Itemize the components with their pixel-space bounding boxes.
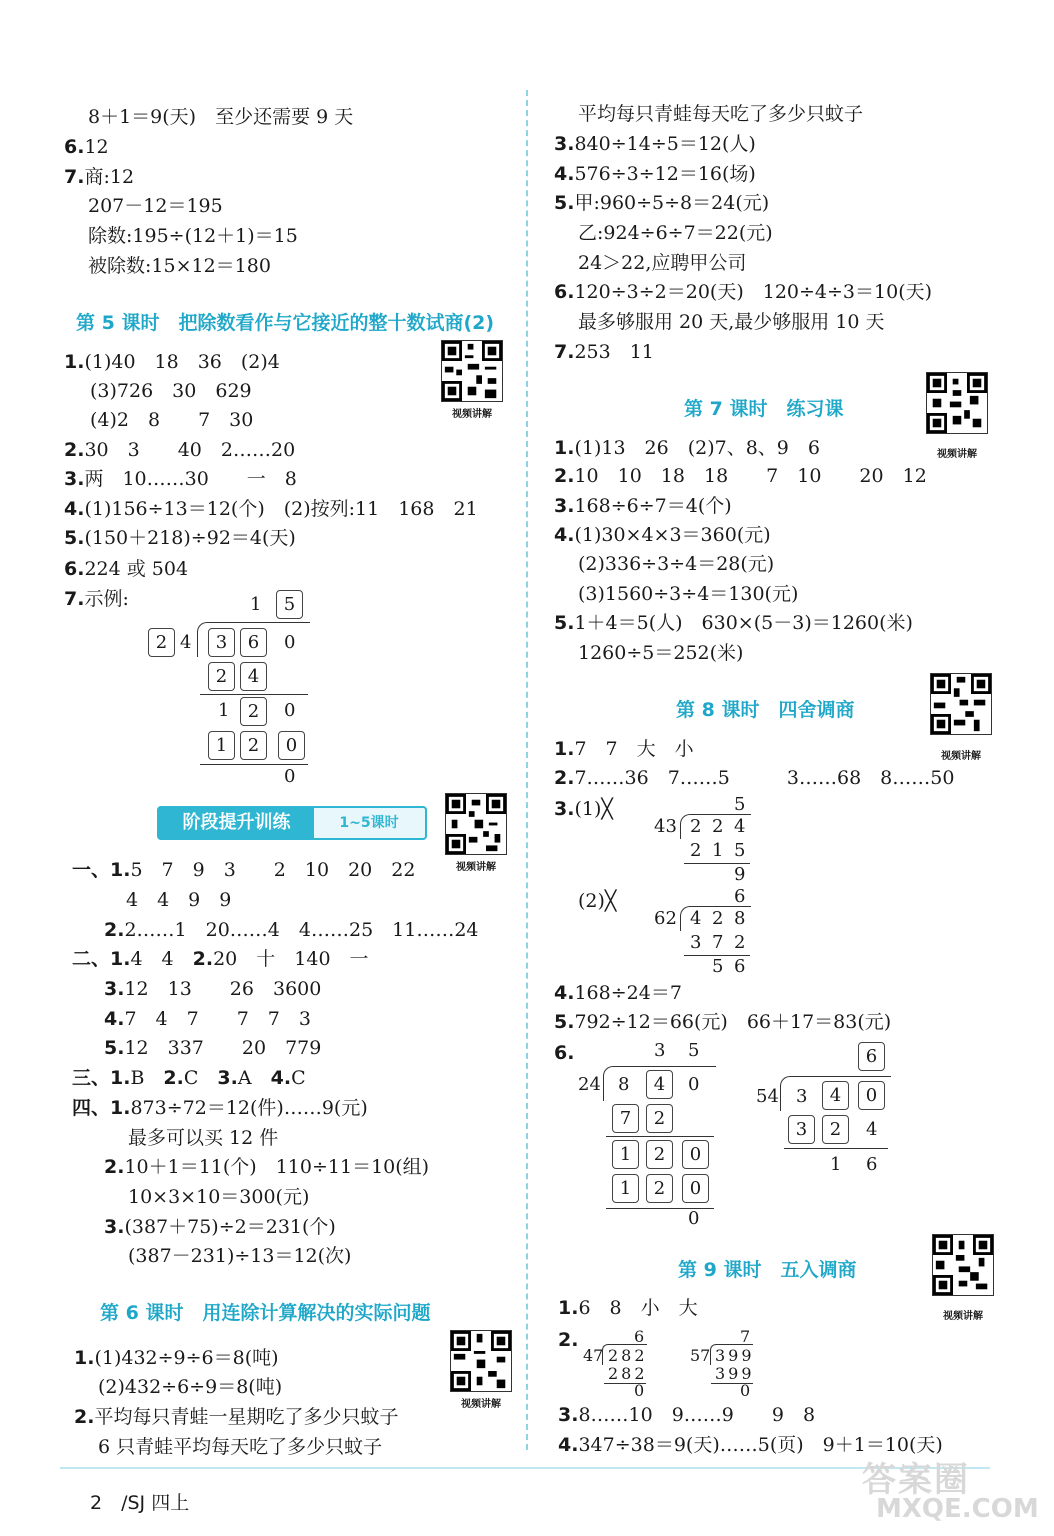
answer-text: 8……10 9……9 9 8: [578, 1404, 816, 1426]
product-digit: 7: [712, 932, 724, 953]
answer-text: 20 十 140 一: [213, 948, 369, 970]
item-number: 3.: [104, 978, 125, 1000]
answer-line: [64, 349, 280, 375]
item-number: 4.: [554, 163, 575, 185]
answer-line: [72, 1095, 368, 1121]
quotient-digit: 6: [734, 886, 746, 907]
remainder-digit: 9: [734, 864, 746, 885]
answer-text: 224 或 504: [84, 558, 189, 580]
product-digit: 2: [690, 840, 702, 861]
answer-text: (1)30×4×3＝360(元): [574, 524, 771, 546]
answer-text: 示例:: [84, 588, 129, 610]
item-number: 三、1.: [72, 1067, 131, 1089]
quotient-digit: 3: [654, 1040, 666, 1061]
banner-title: 阶段提升训练: [159, 808, 314, 838]
stage-training-banner: [157, 806, 427, 840]
dividend-digit: 2: [712, 816, 724, 837]
text-line: 最多可以买 12 件: [128, 1127, 279, 1149]
section-title-lesson-6: 第 6 课时 用连除计算解决的实际问题: [100, 1302, 431, 1324]
item-number: 3.: [217, 1067, 238, 1089]
text-line: (2)336÷3÷4＝28(元): [578, 553, 775, 575]
product-digit: 3: [690, 932, 702, 953]
item-number: 4.: [554, 982, 575, 1004]
item-number: 6.: [554, 281, 575, 303]
remainder-digit: 1: [830, 1154, 842, 1175]
item-number: 2.: [74, 1406, 95, 1428]
text-line: 除数:195÷(12＋1)＝15: [88, 225, 298, 247]
item-number: 1.: [558, 1297, 579, 1319]
digit-box: 6: [240, 628, 267, 657]
answer-text: 两 10……30 一 8: [84, 468, 297, 490]
answer-line: [554, 131, 756, 157]
divisor-digit: 4: [180, 632, 192, 653]
text-line: 8＋1＝9(天) 至少还需要 9 天: [88, 106, 354, 128]
item-number: 四、1.: [72, 1097, 131, 1119]
text-line: 最多够服用 20 天,最少够服用 10 天: [578, 311, 885, 333]
answer-text: (387＋75)÷2＝231(个): [124, 1216, 336, 1238]
answer-line: [64, 466, 297, 492]
answer-line: [104, 917, 479, 943]
item-number: 2.: [558, 1329, 579, 1351]
item-number: 2.: [104, 1156, 125, 1178]
product-digit: 4: [866, 1119, 878, 1140]
answer-text: 10 10 18 18 7 10 20 12: [574, 465, 927, 487]
item-number: 一、1.: [72, 859, 131, 881]
digit-box: 1: [612, 1174, 639, 1203]
column-divider: [526, 90, 528, 1450]
qr-label: 视频讲解: [452, 409, 492, 420]
qr-code-icon[interactable]: [930, 673, 992, 735]
rule-line: [200, 764, 308, 765]
answer-text: (1)╳: [574, 798, 613, 820]
divisor-digit: 54: [756, 1086, 779, 1107]
answer-line: [104, 1006, 311, 1032]
remainder-digit: 6: [866, 1154, 878, 1175]
answer-text: 576÷3÷12＝16(场): [574, 163, 756, 185]
answer-line: [104, 1035, 321, 1061]
answer-text: (1)40 18 36 (2)4: [84, 351, 280, 373]
quotient-digit: 6: [634, 1327, 645, 1346]
answer-line: [554, 765, 954, 791]
item-number: 3.: [554, 495, 575, 517]
answer-text: 12 13 26 3600: [124, 978, 322, 1000]
dividend-digit: 4: [690, 908, 702, 929]
answer-line: [554, 493, 732, 519]
remainder-digit: 0: [740, 1381, 751, 1400]
rule-line: [606, 1136, 714, 1137]
answer-text: 12: [84, 136, 109, 158]
divisor-digit: 57: [690, 1346, 711, 1365]
item-number: 7.: [64, 588, 85, 610]
digit-box: 3: [208, 628, 235, 657]
text-line: 4 4 9 9: [126, 889, 232, 911]
remainder-digit: 1: [218, 700, 230, 721]
text-line: (2)432÷6÷9＝8(吨): [98, 1376, 283, 1398]
digit-box: 0: [278, 731, 305, 760]
answer-line: [554, 980, 682, 1006]
answer-text: (1)156÷13＝12(个) (2)按列:11 168 21: [84, 498, 478, 520]
dividend-digit: 8: [734, 908, 746, 929]
dividend-digit: 4: [734, 816, 746, 837]
digit-box: 4: [822, 1081, 849, 1110]
footer-rule: [60, 1467, 990, 1469]
dividend-digit: 3: [796, 1086, 808, 1107]
answer-line: [554, 1009, 891, 1035]
qr-code-icon[interactable]: [450, 1330, 512, 1392]
text-line: 207－12＝195: [88, 195, 223, 217]
digit-box: 2: [240, 731, 267, 760]
quotient-digit: 5: [734, 794, 746, 815]
text-line: (4)2 8 7 30: [90, 409, 254, 431]
item-number: 1.: [74, 1347, 95, 1369]
answer-text: 7 7 大 小: [574, 738, 694, 760]
answer-line: [554, 161, 756, 187]
answer-text: 7 4 7 7 7 3: [124, 1008, 311, 1030]
item-number: 3.: [64, 468, 85, 490]
digit-box: 3: [788, 1115, 815, 1144]
answer-text: 甲:960÷5÷8＝24(元): [574, 192, 770, 214]
digit-box: 2: [646, 1140, 673, 1169]
banner-range: 1~5课时: [339, 815, 399, 831]
qr-label: 视频讲解: [937, 449, 977, 460]
answer-line: [72, 946, 369, 972]
answer-text: C: [291, 1067, 306, 1089]
product-digits: 282: [608, 1364, 648, 1383]
item-number: 2.: [104, 919, 125, 941]
answer-line: [72, 857, 415, 883]
answer-line: [554, 463, 927, 489]
digit-box: 4: [646, 1070, 673, 1099]
digit-box: 0: [858, 1081, 885, 1110]
dividend-digit: 2: [712, 908, 724, 929]
qr-label: 视频讲解: [461, 1399, 501, 1410]
page-footer: 2 /SJ 四上: [90, 1492, 190, 1514]
answer-line: [554, 1040, 574, 1066]
item-number: 二、1.: [72, 948, 131, 970]
answer-text: 120÷3÷2＝20(天) 120÷4÷3＝10(天): [574, 281, 933, 303]
item-number: 4.: [104, 1008, 125, 1030]
rule-line: [200, 694, 308, 695]
answer-line: [554, 796, 613, 822]
answer-line: [64, 556, 188, 582]
answer-line: [104, 1214, 336, 1240]
text-line: 24＞22,应聘甲公司: [578, 252, 747, 274]
product-digits: 399: [715, 1364, 755, 1383]
answer-text: A: [237, 1067, 271, 1089]
item-number: 2.: [163, 1067, 184, 1089]
section-title-lesson-5: 第 5 课时 把除数看作与它接近的整十数试商(2): [76, 312, 495, 334]
quotient-digit: 7: [740, 1327, 751, 1346]
item-number: 1.: [554, 437, 575, 459]
item-number: 3.: [554, 133, 575, 155]
text-line: (3)1560÷3÷4＝130(元): [578, 583, 799, 605]
qr-label: 视频讲解: [941, 751, 981, 762]
text-line: (387－231)÷13＝12(次): [128, 1245, 352, 1267]
item-number: 6.: [554, 1042, 575, 1064]
answer-line: [554, 610, 913, 636]
item-number: 5.: [64, 527, 85, 549]
answer-text: 168÷24＝7: [574, 982, 682, 1004]
answer-line: [104, 1154, 429, 1180]
answer-line: [554, 435, 820, 461]
item-number: 4.: [64, 498, 85, 520]
answer-text: C: [183, 1067, 218, 1089]
text-line: 10×3×10＝300(元): [128, 1186, 310, 1208]
item-number: 2.: [554, 465, 575, 487]
digit-box: 5: [276, 590, 303, 619]
divisor-digit: 43: [654, 816, 677, 837]
dividend-digit: 0: [284, 632, 296, 653]
item-number: 4.: [270, 1067, 292, 1089]
qr-code-icon[interactable]: [441, 340, 503, 402]
quotient-digit: 5: [688, 1040, 700, 1061]
item-number: 5.: [554, 192, 575, 214]
remainder-digit: 0: [284, 766, 296, 787]
text-line: 1260÷5＝252(米): [578, 642, 744, 664]
answer-text: 6 8 小 大: [578, 1297, 698, 1319]
digit-box: 1: [612, 1140, 639, 1169]
answer-line: [64, 164, 134, 190]
divisor-digit: 62: [654, 908, 677, 929]
item-number: 4.: [558, 1434, 579, 1456]
digit-box: 0: [682, 1174, 709, 1203]
divisor-digit: 47: [583, 1346, 604, 1365]
remainder-digit: 0: [688, 1208, 700, 1229]
answer-text: 4 4: [130, 948, 193, 970]
item-number: 6.: [64, 558, 85, 580]
answer-text: 873÷72＝12(件)……9(元): [130, 1097, 368, 1119]
answer-line: [554, 736, 694, 762]
answer-text: 30 3 40 2……20: [84, 439, 296, 461]
text-line: (3)726 30 629: [90, 380, 252, 402]
item-number: 3.: [558, 1404, 579, 1426]
answer-line: [558, 1402, 815, 1428]
answer-text: 840÷14÷5＝12(人): [574, 133, 756, 155]
item-number: 5.: [554, 612, 575, 634]
digit-box: 7: [612, 1104, 639, 1133]
answer-text: (150＋218)÷92＝4(天): [84, 527, 296, 549]
answer-line: [74, 1404, 398, 1430]
answer-line: [554, 339, 654, 365]
digit-box: 6: [858, 1042, 885, 1071]
digit-box: 0: [682, 1140, 709, 1169]
item-number: 6.: [64, 136, 85, 158]
answer-line: [64, 496, 478, 522]
section-title-lesson-9: 第 9 课时 五入调商: [678, 1259, 857, 1281]
answer-text: 168÷6÷7＝4(个): [574, 495, 732, 517]
remainder-digit: 0: [284, 700, 296, 721]
dividend-digits: 399: [715, 1346, 755, 1365]
remainder-digit: 5: [712, 956, 724, 977]
item-number: 7.: [554, 341, 575, 363]
text-line: (2)╳: [578, 890, 617, 912]
digit-box: 2: [148, 628, 175, 657]
answer-line: [64, 525, 296, 551]
qr-label: 视频讲解: [456, 862, 496, 873]
item-number: 2.: [192, 948, 214, 970]
divisor-digit: 24: [578, 1074, 601, 1095]
qr-code-icon[interactable]: [932, 1234, 994, 1296]
answer-text: 商:12: [84, 166, 135, 188]
item-number: 3.: [554, 798, 575, 820]
item-number: 4.: [554, 524, 575, 546]
answer-text: 平均每只青蛙一星期吃了多少只蚊子: [94, 1406, 399, 1428]
answer-line: [558, 1295, 698, 1321]
digit-box: 4: [240, 662, 267, 691]
answer-text: 347÷38＝9(天)……5(页) 9＋1＝10(天): [578, 1434, 943, 1456]
answer-text: 253 11: [574, 341, 654, 363]
item-number: 2.: [554, 767, 575, 789]
answer-line: [72, 1065, 306, 1091]
digit-box: 2: [646, 1174, 673, 1203]
digit-box: 2: [208, 662, 235, 691]
remainder-digit: 6: [734, 956, 746, 977]
quotient-digit: 1: [250, 594, 262, 615]
digit-box: 1: [208, 731, 235, 760]
dividend-digit: 2: [690, 816, 702, 837]
item-number: 5.: [104, 1037, 125, 1059]
text-line: 平均每只青蛙每天吃了多少只蚊子: [578, 103, 864, 125]
answer-text: 2……1 20……4 4……25 11……24: [124, 919, 479, 941]
text-line: 6 只青蛙平均每天吃了多少只蚊子: [98, 1436, 383, 1458]
product-digit: 1: [712, 840, 724, 861]
answer-line: [554, 190, 769, 216]
product-digit: 2: [734, 932, 746, 953]
item-number: 2.: [64, 439, 85, 461]
answer-line: [64, 134, 109, 160]
dividend-digits: 282: [608, 1346, 648, 1365]
watermark-url: MXQE.COM: [876, 1494, 1039, 1524]
section-title-lesson-7: 第 7 课时 练习课: [684, 398, 844, 420]
answer-text: 1＋4＝5(人) 630×(5－3)＝1260(米): [574, 612, 913, 634]
answer-text: 12 337 20 779: [124, 1037, 322, 1059]
watermark-logo: 答案圈: [862, 1460, 970, 1500]
item-number: 7.: [64, 166, 85, 188]
digit-box: 2: [646, 1104, 673, 1133]
item-number: 1.: [64, 351, 85, 373]
dividend-digit: 0: [688, 1074, 700, 1095]
answer-line: [64, 437, 295, 463]
answer-line: [554, 279, 932, 305]
answer-line: [74, 1345, 279, 1371]
rule-line: [784, 1148, 888, 1149]
text-line: 乙:924÷6÷7＝22(元): [578, 222, 773, 244]
answer-line: [554, 522, 771, 548]
section-title-lesson-8: 第 8 课时 四舍调商: [676, 699, 855, 721]
answer-text: 7……36 7……5 3……68 8……50: [574, 767, 955, 789]
qr-code-icon[interactable]: [926, 372, 988, 434]
answer-text: B: [130, 1067, 164, 1089]
answer-line: [64, 586, 129, 612]
answer-line: [558, 1327, 578, 1353]
answer-text: 10＋1＝11(个) 110÷11＝10(组): [124, 1156, 430, 1178]
qr-label: 视频讲解: [943, 1311, 983, 1322]
text-line: 被除数:15×12＝180: [88, 255, 271, 277]
item-number: 5.: [554, 1011, 575, 1033]
item-number: 1.: [554, 738, 575, 760]
qr-code-icon[interactable]: [445, 793, 507, 855]
item-number: 3.: [104, 1216, 125, 1238]
dividend-digit: 8: [618, 1074, 630, 1095]
digit-box: 2: [822, 1115, 849, 1144]
remainder-digit: 0: [634, 1381, 645, 1400]
answer-text: 5 7 9 3 2 10 20 22: [130, 859, 416, 881]
answer-text: 792÷12＝66(元) 66＋17＝83(元): [574, 1011, 892, 1033]
answer-text: (1)432÷9÷6＝8(吨): [94, 1347, 279, 1369]
digit-box: 2: [240, 697, 267, 726]
answer-line: [104, 976, 321, 1002]
product-digit: 5: [734, 840, 746, 861]
answer-text: (1)13 26 (2)7、8、9 6: [574, 437, 820, 459]
